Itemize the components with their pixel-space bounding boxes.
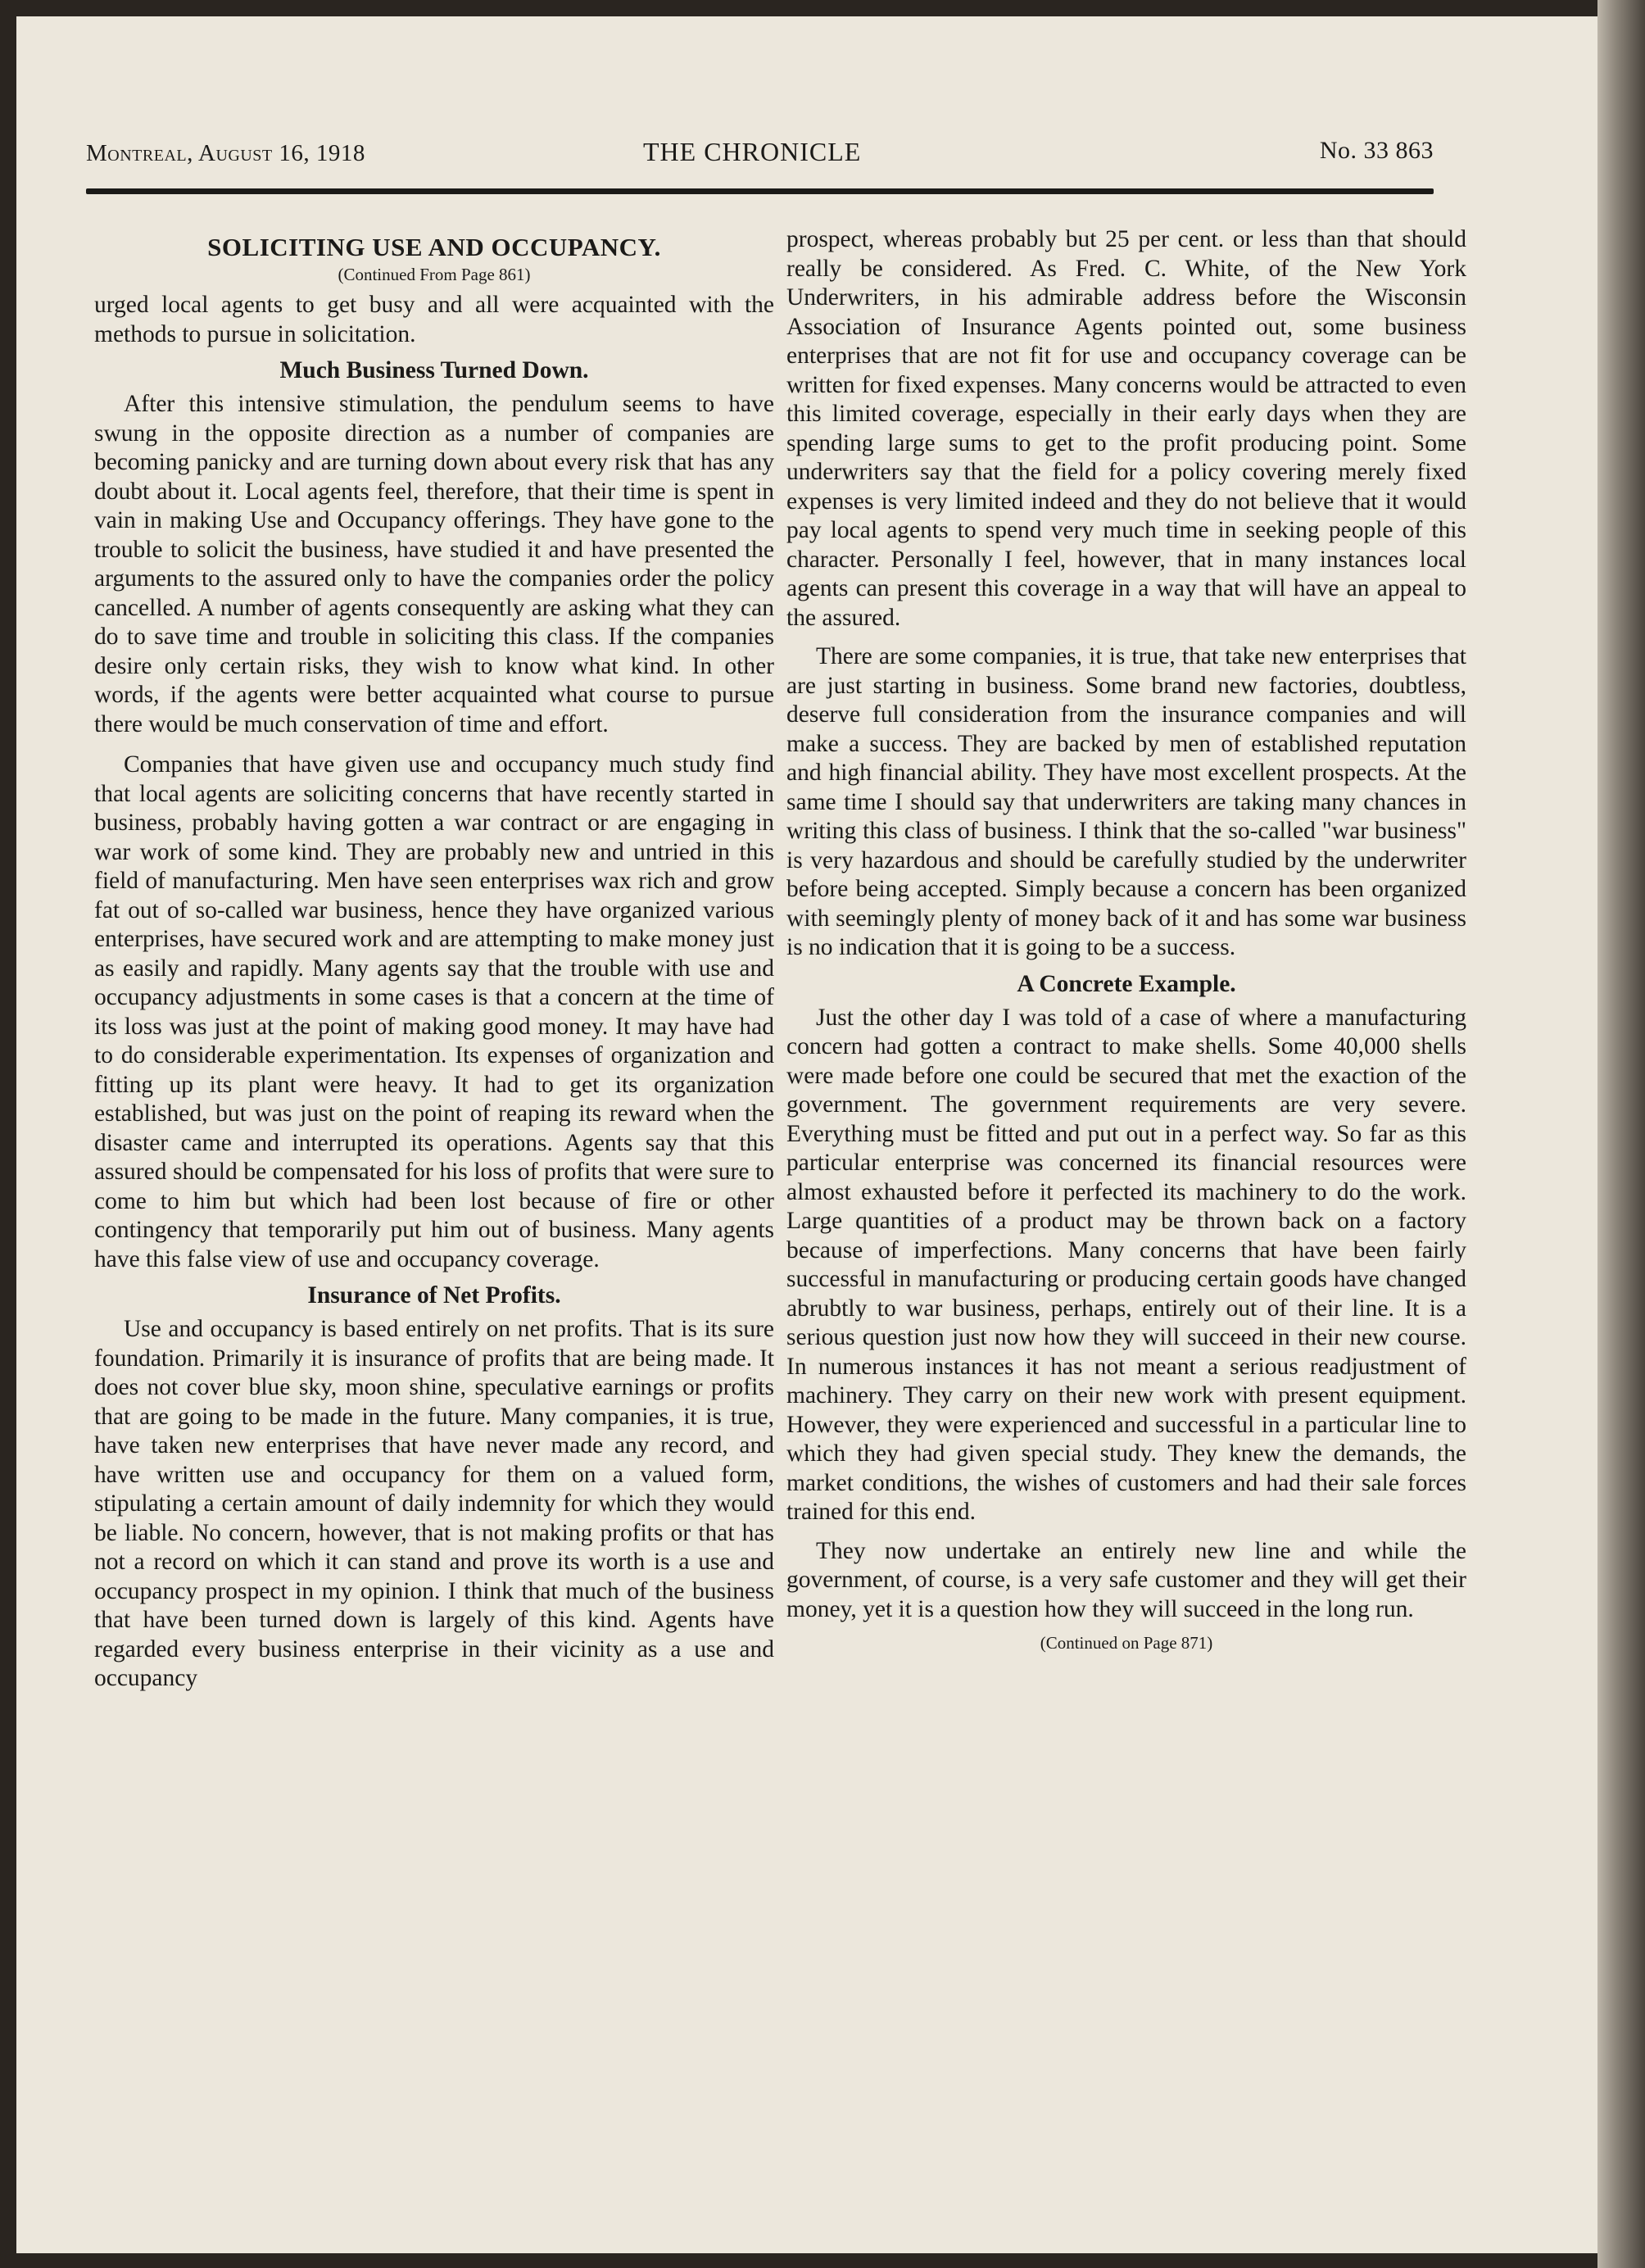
header-rule <box>86 188 1434 194</box>
page-header <box>86 125 1434 175</box>
paragraph: Use and occupancy is based entirely on net profits. That is its sure foundation. Primarily it is insurance of profits that are being made. It does not cover blue sky, moon shine, speculative earnings or profits that are going to be made in the future. Many companies, it is true, have taken new enterprises that have never made any record, and have written use and occupancy for them on a valued form, stipulating a certain amount of daily indemnity for which they would be liable. No concern, however, that is not making profits or that has not a record on which it can stand and prove its worth is a use and occupancy prospect in my opinion. I think that much of the business that have been turned down is largely of this kind. Agents have regarded every business enterprise in their vicinity as a use and occupancy <box>94 1316 774 1691</box>
paragraph: There are some companies, it is true, that take new enterprises that are just starting in business. Some brand new factories, doubtless, deserve full consideration from the insurance companies and will make a success. They are backed by men of established reputation and high financial ability. They have most excellent prospects. At the same time I should say that underwriters are taking many chances in writing this class of business. I think that the so-called "war business" is very hazardous and should be carefully studied by the underwriter before being accepted. Simply because a concern has been organized with seemingly plenty of money back of it and has some war business is no indication that it is going to be a success. <box>786 643 1466 960</box>
subhead-much-business: Much Business Turned Down. <box>279 357 589 383</box>
date-line: Montreal, August 16, 1918 <box>86 140 365 166</box>
intro-paragraph: urged local agents to get busy and all were acquainted with the methods to pursue in solicitation. <box>94 292 774 347</box>
issue-page-number: No. 33 863 <box>1319 137 1434 164</box>
right-column <box>786 225 1466 1655</box>
left-column <box>94 225 774 1694</box>
article-title: SOLICITING USE AND OCCUPANCY. <box>207 233 661 261</box>
continued-from: (Continued From Page 861) <box>338 265 531 284</box>
book-spine-edge <box>1597 0 1645 2268</box>
newspaper-page <box>16 16 1597 2253</box>
paragraph: They now undertake an entirely new line and while the government, of course, is a very safe customer and they will get their money, yet it is a question how they will succeed in the long run. <box>786 1537 1466 1622</box>
continued-on: (Continued on Page 871) <box>1040 1633 1213 1653</box>
subhead-concrete-example: A Concrete Example. <box>1017 970 1236 997</box>
continued-paragraph: prospect, whereas probably but 25 per cent. or less than that should really be considered. As Fred. C. White, of the New York Underwriters, in his admirable address before the Wisconsin Association of Insurance Agents pointed out, some business enterprises that are not fit for use and occupancy coverage can be written for fixed expenses. Many concerns would be attracted to even this limited coverage, especially in their early days when they are spending large sums to get to the profit producing point. Some underwriters say that the field for a policy covering merely fixed expenses is very limited indeed and they do not believe that it would pay local agents to spend very much time in seeking people of this character. Personally I feel, however, that in many instances local agents can present this coverage in a way that will have an appeal to the assured. <box>786 226 1466 631</box>
subhead-net-profits: Insurance of Net Profits. <box>307 1282 561 1309</box>
paragraph: Just the other day I was told of a case of where a manufacturing concern had gotten a contract to make shells. Some 40,000 shells were made before one could be secured that met the exaction of the government. The government requirements are very severe. Everything must be fitted and put out in a perfect way. So far as this particular enterprise was concerned its financial resources were almost exhausted before it perfected its machinery to do the work. Large quantities of a product may be thrown back on a factory because of imperfections. Many concerns that have been fairly successful in manufacturing or producing certain goods have changed abrubtly to war business, perhaps, entirely out of their line. It is a serious question just now how they will succeed in their new course. In numerous instances it has not meant a serious readjustment of machinery. They carry on their new work with present equipment. However, they were experienced and successful in a particular line to which they had given special study. They knew the demands, the market conditions, the wishes of customers and had their sale forces trained for this end. <box>786 1004 1466 1525</box>
paragraph: Companies that have given use and occupancy much study find that local agents are soliciting concerns that have recently started in business, probably having gotten a war contract or are engaging in war work of some kind. They are probably new and untried in this field of manufacturing. Men have seen enterprises wax rich and grow fat out of so-called war business, hence they have organized various enterprises, have secured work and are attempting to make money just as easily and rapidly. Many agents say that the trouble with use and occupancy adjustments in some cases is that a concern at the time of its loss was just at the point of making good money. It may have had to do considerable experimentation. Its expenses of organization and fitting up its plant were heavy. It had to get its organization established, but was just on the point of reaping its reward when the disaster came and interrupted its operations. Agents say that this assured should be compensated for his loss of profits that were sure to come to him but which had been lost because of fire or other contingency that temporarily put him out of business. Many agents have this false view of use and occupancy coverage. <box>94 751 774 1272</box>
paragraph: After this intensive stimulation, the pendulum seems to have swung in the opposite direction as a number of companies are becoming panicky and are turning down about every risk that has any doubt about it. Local agents feel, therefore, that their time is spent in vain in making Use and Occupancy offerings. They have gone to the trouble to solicit the business, have studied it and have presented the arguments to the assured only to have the companies order the policy cancelled. A number of agents consequently are asking what they can do to save time and trouble in soliciting this class. If the companies desire only certain risks, they wish to know what kind. In other words, if the agents were better acquainted what course to pursue there would be much conservation of time and effort. <box>94 391 774 737</box>
publication-title: THE CHRONICLE <box>643 137 862 166</box>
